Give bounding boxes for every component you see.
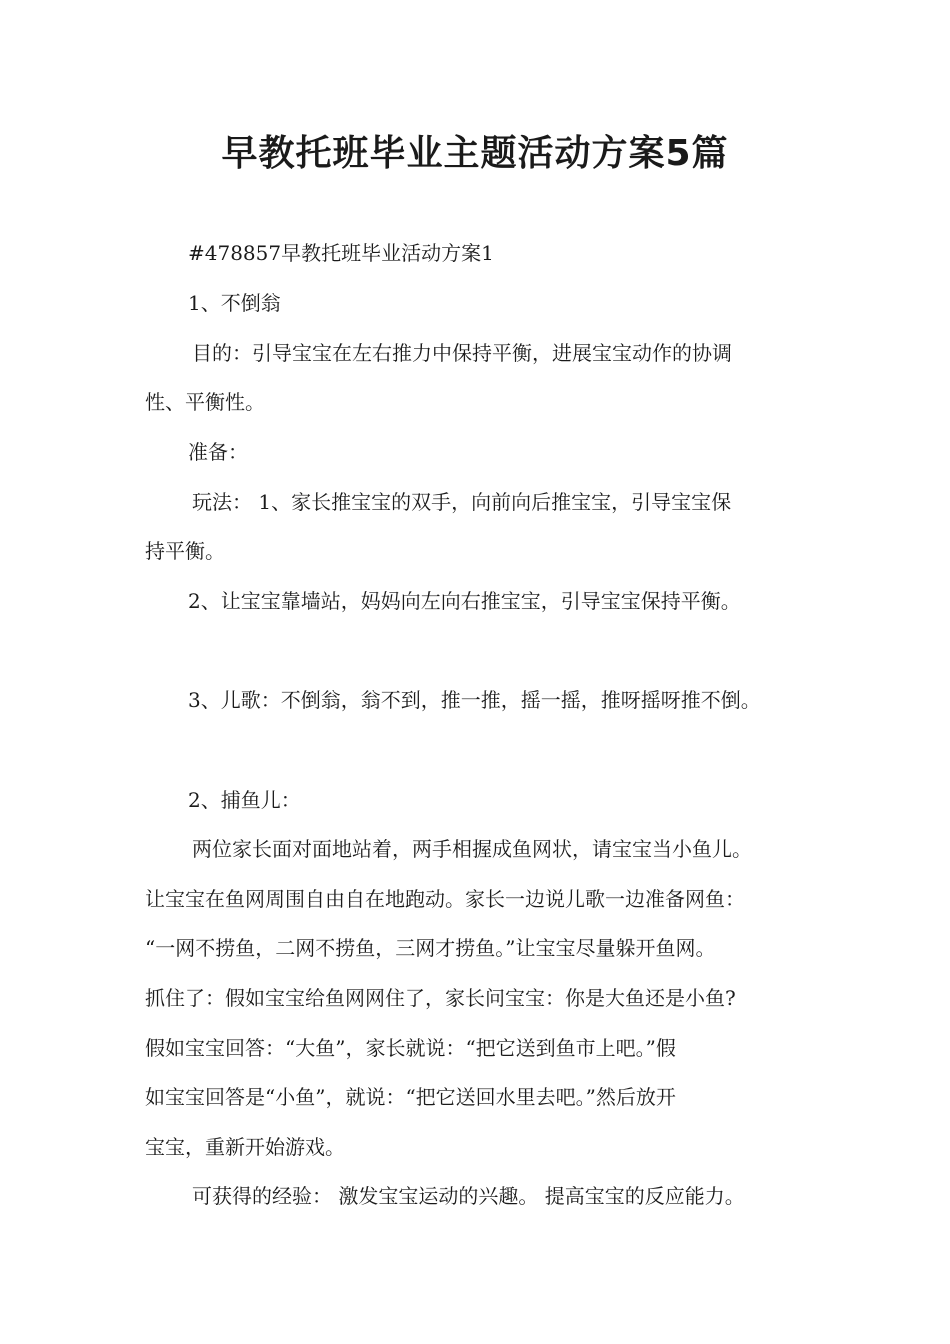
paragraph-line: 性、平衡性。 [145,390,265,414]
paragraph-line: 可获得的经验： 激发宝宝运动的兴趣。 提高宝宝的反应能力。 [192,1184,745,1208]
paragraph-line: 3、儿歌：不倒翁，翁不到，推一推，摇一摇，推呀摇呀推不倒。 [188,688,761,712]
paragraph-line: 目的：引导宝宝在左右推力中保持平衡，进展宝宝动作的协调 [192,341,732,365]
paragraph-line: 抓住了：假如宝宝给鱼网网住了，家长问宝宝：你是大鱼还是小鱼? [145,986,736,1010]
paragraph-line: “一网不捞鱼，二网不捞鱼，三网才捞鱼。”让宝宝尽量躲开鱼网。 [145,936,716,960]
paragraph-line: 准备： [188,440,248,464]
paragraph-line: 2、让宝宝靠墙站，妈妈向左向右推宝宝，引导宝宝保持平衡。 [188,589,741,613]
paragraph-line: 两位家长面对面地站着，两手相握成鱼网状，请宝宝当小鱼儿。 [192,837,752,861]
paragraph-line: 让宝宝在鱼网周围自由自在地跑动。家长一边说儿歌一边准备网鱼： [145,887,745,911]
paragraph-line: 玩法： 1、家长推宝宝的双手，向前向后推宝宝，引导宝宝保 [192,490,732,514]
paragraph-line: 宝宝，重新开始游戏。 [145,1135,345,1159]
paragraph-line: 如宝宝回答是“小鱼”，就说：“把它送回水里去吧。”然后放开 [145,1085,676,1109]
activity-heading: 2、捕鱼儿： [188,788,301,812]
paragraph-line: 持平衡。 [145,539,225,563]
document-title: 早教托班毕业主题活动方案5篇 [221,133,729,174]
paragraph-line: 假如宝宝回答：“大鱼”，家长就说：“把它送到鱼市上吧。”假 [145,1036,676,1060]
activity-heading: 1、不倒翁 [188,291,281,315]
section-heading: #478857早教托班毕业活动方案1 [188,241,494,265]
